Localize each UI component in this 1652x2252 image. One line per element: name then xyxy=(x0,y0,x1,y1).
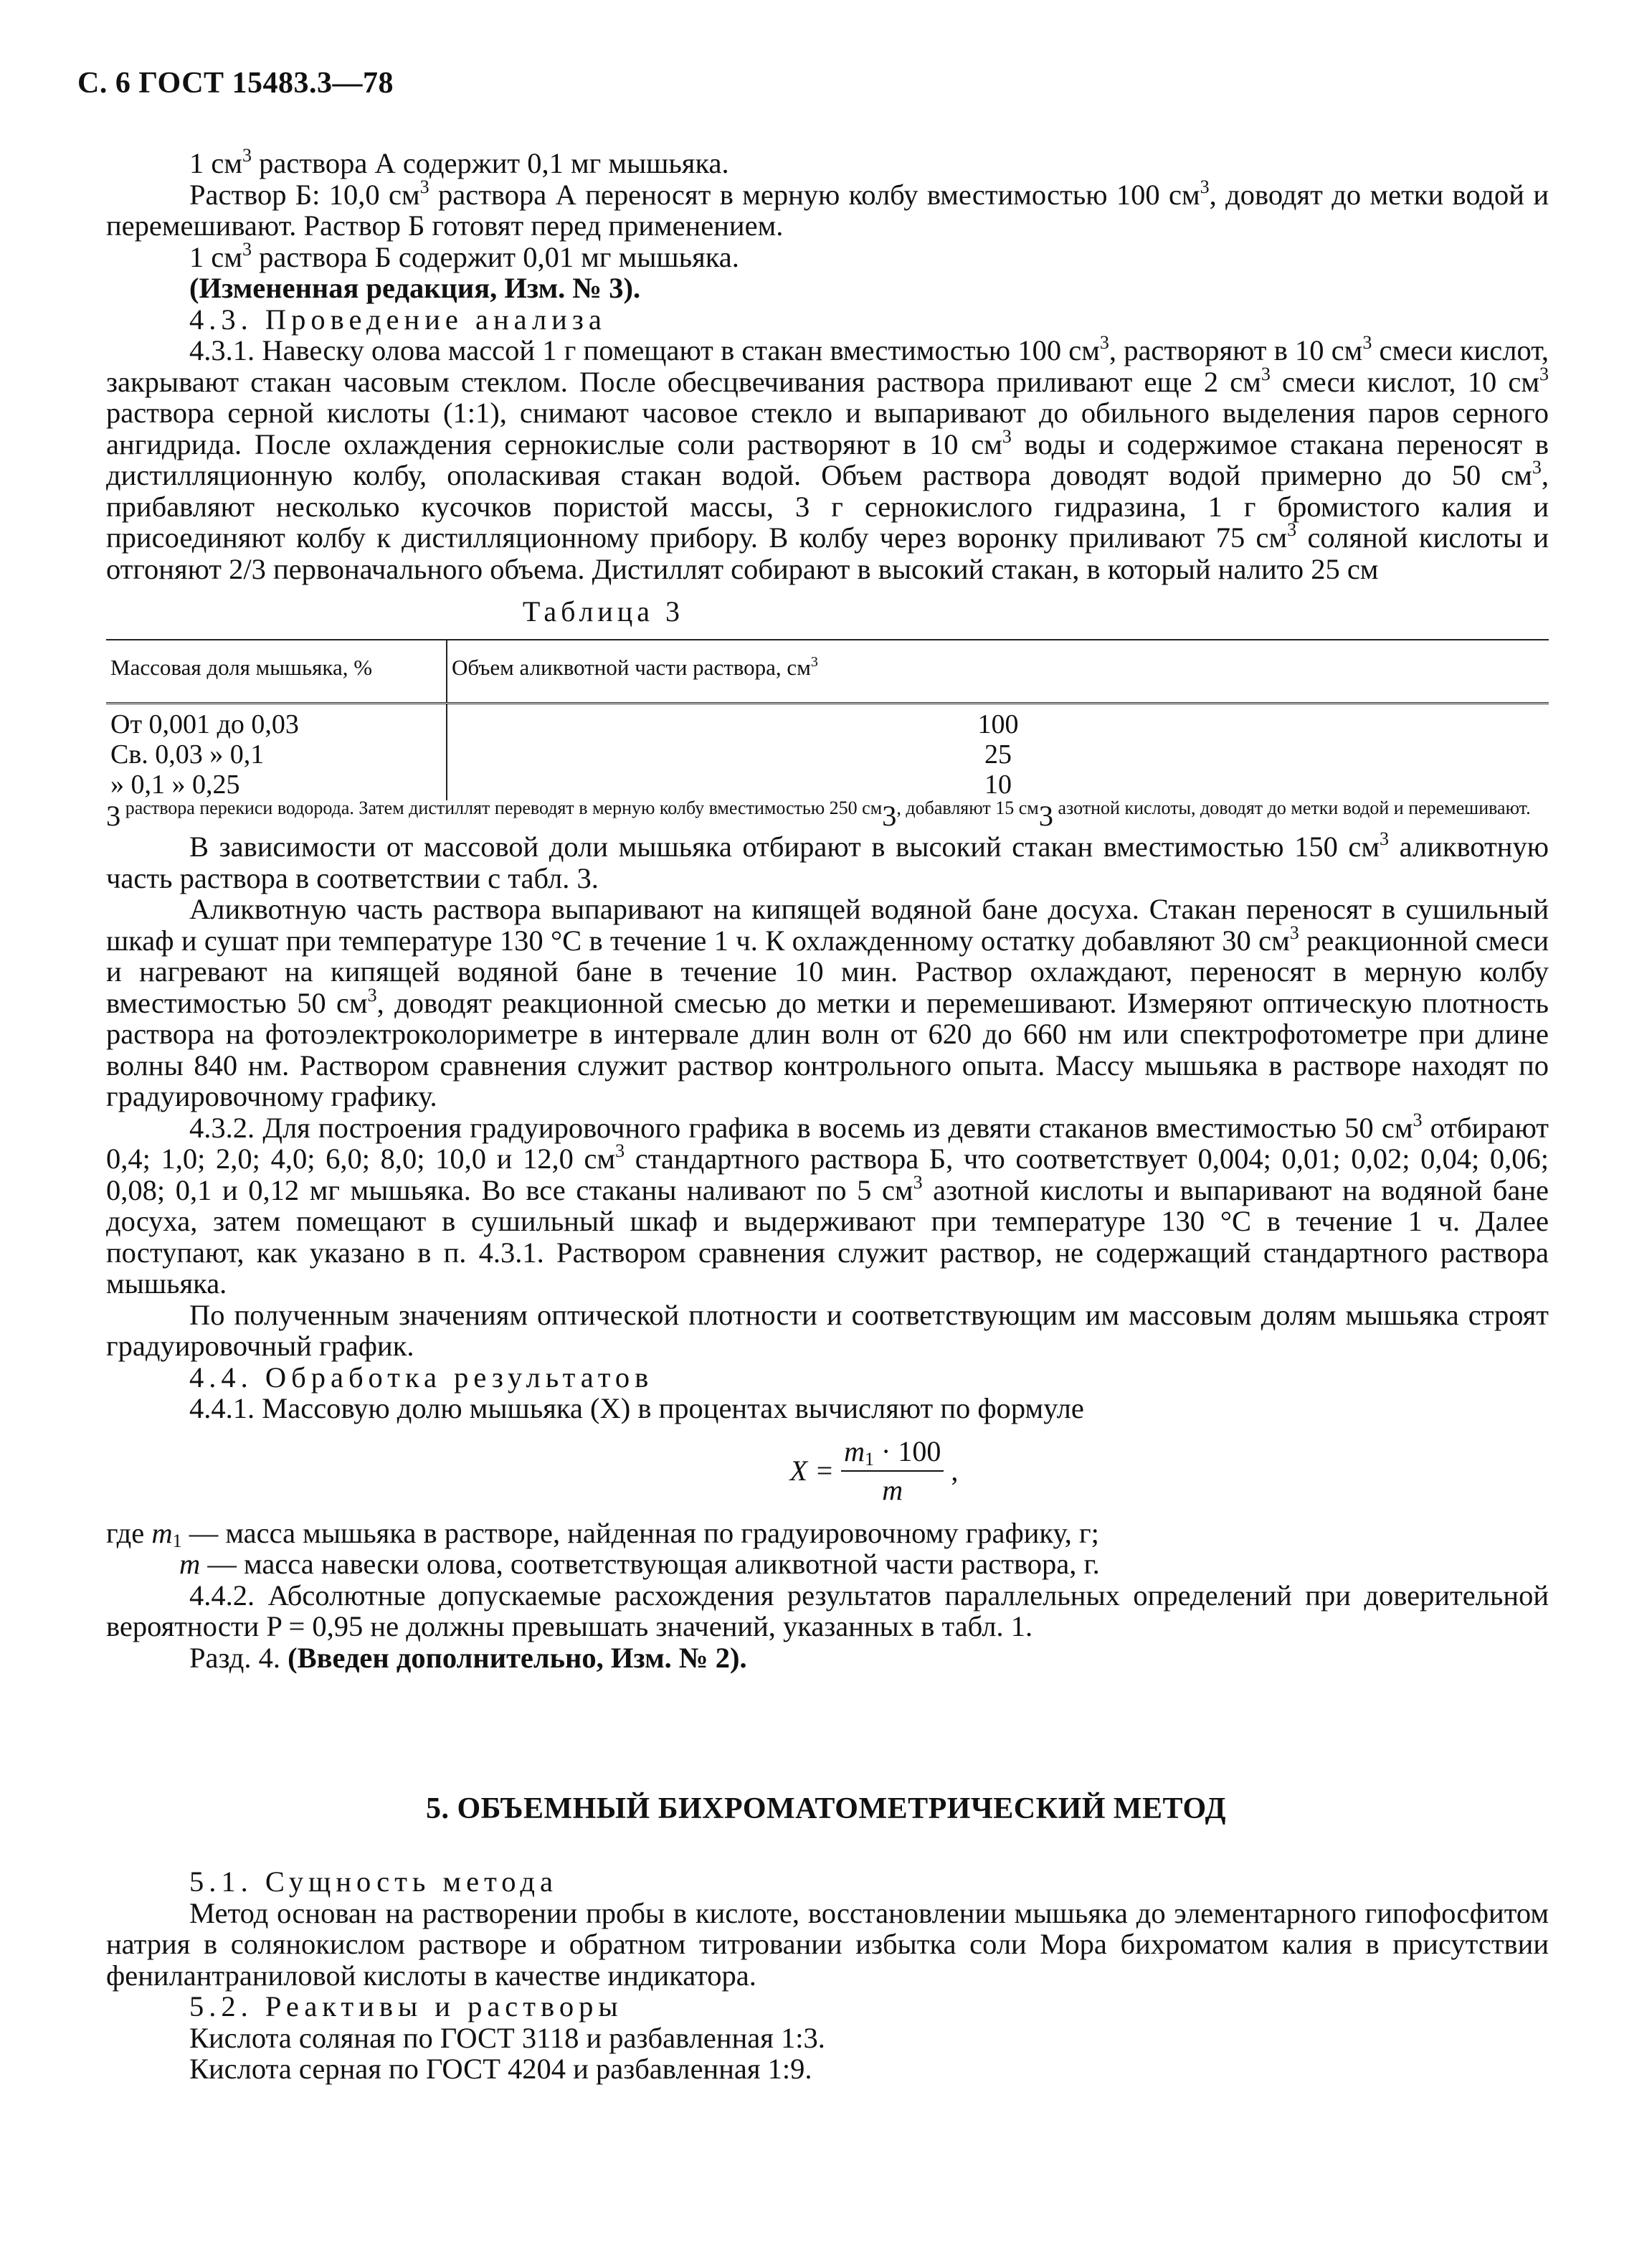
paragraph: Кислота серная по ГОСТ 4204 и разбавленная 1:9. xyxy=(189,2053,812,2085)
formula-fraction: $\frac{m_1 \cdot 100}{m}$ xyxy=(841,1436,944,1505)
table-header-volume: Объем аликвотной части раствора, $см^3$ xyxy=(447,640,1549,704)
paragraph-4-3-1: 4.3.1. Навеску олова массой 1 г помещают в стакан вместимостью 100 $см^3$, растворяют в 10 $см^3$ смеси кислот, закрывают стакан часовым стеклом. После обесцвечивания раствора приливают еще 2 $см^3$ смеси кислот, 10 $см^3$ раствора серной кислоты (1:1), снимают часовое стекло и выпаривают до обильного выделения паров серного ангидрида. После охлаждения сернокислые соли растворяют в 10 $см^3$ воды и содержимое стакана переносят в дистилляционную колбу, ополаскивая стакан водой. Объем раствора доводят водой примерно до 50 $см^3$, прибавляют несколько кусочков пористой массы, 3 г сернокислого гидразина, 1 г бромистого калия и присоединяют колбу к дистилляционному прибору. В колбу через воронку приливают 75 $см^3$ соляной кислоты и отгоняют 2/3 первоначального объема. Дистиллят собирают в высокий стакан, в который налито 25 см Таблица 3 xyxy=(106,335,1549,585)
subsection-heading: 5.2. Реактивы и растворы xyxy=(189,1990,623,2022)
paragraph: По полученным значениям оптической плотности и соответствующим им массовым долям мышьяка строят градуировочный график. xyxy=(106,1298,1549,1362)
page-header: С. 6 ГОСТ 15483.3—78 xyxy=(77,67,394,100)
paragraph-4-4-1: 4.4.1. Массовую долю мышьяка (X) в процентах вычисляют по формуле xyxy=(189,1392,1084,1424)
paragraph: 1 $см^3$ раствора Б содержит 0,01 мг мышьяка. xyxy=(189,238,739,273)
body-text-lower xyxy=(106,1866,1549,2085)
section-title: 5. ОБЪЕМНЫЙ БИХРОМАТОМЕТРИЧЕСКИЙ МЕТОД xyxy=(425,1792,1226,1825)
table-row xyxy=(106,770,1549,800)
paragraph: Метод основан на растворении пробы в кислоте, восстановлении мышьяка до элементарного гипофосфитом натрия в солянокислом растворе и обратном титровании избытка соли Мора бихроматом калия в присутствии фенилантраниловой кислоты в качестве индикатора. xyxy=(106,1896,1549,1992)
formula-legend: где $m_1$ — масса мышьяка в растворе, найденная по градуировочному графику, г; xyxy=(106,1516,1099,1551)
table-cell: 10 xyxy=(984,770,1012,800)
paragraph-4-4-2: 4.4.2. Абсолютные допускаемые расхождения результатов параллельных определений при доверительной вероятности P = 0,95 не должны превышать значений, указанных в табл. 1. xyxy=(106,1579,1549,1642)
table-cell: » 0,1 » 0,25 xyxy=(106,770,447,800)
subsection-heading: 4.4. Обработка результатов xyxy=(189,1361,654,1394)
subsection-heading: 4.3. Проведение анализа xyxy=(189,303,607,336)
table-caption: Таблица 3 xyxy=(522,595,684,628)
paragraph: 1 $см^3$ раствора А содержит 0,1 мг мышьяка. xyxy=(189,145,729,179)
formula-lhs: X = xyxy=(789,1454,835,1487)
paragraph: Раствор Б: 10,0 $см^3$ раствора А переносят в мерную колбу вместимостью 100 $см^3$, доводят до метки водой и перемешивают. Раствор Б готовят перед применением. xyxy=(106,176,1549,242)
table-header-mass-fraction: Массовая доля мышьяка, % xyxy=(106,640,447,704)
table-cell: От 0,001 до 0,03 xyxy=(106,703,447,740)
table-row xyxy=(106,740,1549,770)
paragraph: В зависимости от массовой доли мышьяка отбирают в высокий стакан вместимостью 150 $см^3$ аликвотную часть раствора в соответствии с табл. 3. xyxy=(106,828,1549,894)
formula: X = $\frac{m_1 \cdot 100}{m}$ , xyxy=(789,1435,959,1506)
paragraph: Кислота соляная по ГОСТ 3118 и разбавленная 1:3. xyxy=(189,2021,825,2054)
paragraph: Аликвотную часть раствора выпаривают на кипящей водяной бане досуха. Стакан переносят в сушильный шкаф и сушат при температуре 130 °С в течение 1 ч. К охлажденному остатку добавляют 30 $см^3$ реакционной смеси и нагревают на кипящей водяной бане в течение 10 мин. Раствор охлаждают, переносят в мерную колбу вместимостью 50 $см^3$, доводят реакционной смесью до метки и перемешивают. Измеряют оптическую плотность раствора на фотоэлектроколориметре в интервале длин волн от 620 до 660 нм или спектрофотометре при длине волны 840 нм. Раствором сравнения служит раствор контрольного опыта. Массу мышьяка в растворе находят по градуировочному графику. xyxy=(106,893,1549,1112)
amendment-note: (Измененная редакция, Изм. № 3). xyxy=(189,272,641,304)
table-3 xyxy=(0,590,690,632)
table-cell: Св. 0,03 » 0,1 xyxy=(106,740,447,770)
paragraph-4-3-2: 4.3.2. Для построения градуировочного графика в восемь из девяти стаканов вместимостью 50 $см^3$ отбирают 0,4; 1,0; 2,0; 4,0; 6,0; 8,0; 10,0 и 12,0 $см^3$ стандартного раствора Б, что соответствует 0,004; 0,01; 0,02; 0,04; 0,06; 0,08; 0,1 и 0,12 мг мышьяка. Во все стаканы наливают по 5 $см^3$ азотной кислоты и выпаривают на водяной бане досуха, затем помещают в сушильный шкаф и выдерживают при температуре 130 °С в течение 1 ч. Далее поступают, как указано в п. 4.3.1. Раствором сравнения служит раствор, не содержащий стандартного раствора мышьяка. xyxy=(106,1109,1549,1300)
subsection-heading: 5.1. Сущность метода xyxy=(189,1865,558,1898)
table-3-grid xyxy=(106,639,1549,800)
body-text-upper: 1 $см^3$ раствора А содержит 0,1 мг мышьяка. Раствор Б: 10,0 $см^3$ раствора А переносят в мерную колбу вместимостью 100 $см^3$, доводят до метки водой и перемешивают. Раствор Б готовят перед применением. 1 $см^3$ раствора Б содержит 0,01 мг мышьяка. (Измененная редакция, Изм. № 3). 4.3. Проведение анализа 4.3.1. Навеску олова массой 1 г помещают в стакан вместимостью 100 $см^3$, растворяют в 10 $см^3$ смеси кислот, закрывают стакан часовым стеклом. После обесцвечивания раствора приливают еще 2 $см^3$ смеси кислот, 10 $см^3$ раствора серной кислоты (1:1), снимают часовое стекло и выпаривают до обильного выделения паров серного ангидрида. После охлаждения сернокислые соли растворяют в 10 $см^3$ воды и содержимое стакана переносят в дистилляционную колбу, ополаскивая стакан водой. Объем раствора доводят водой примерно до 50 $см^3$, прибавляют несколько кусочков пористой массы, 3 г сернокислого гидразина, 1 г бромистого калия и присоединяют колбу к дистилляционному прибору. В колбу через воронку приливают 75 $см^3$ соляной кислоты и отгоняют 2/3 первоначального объема. Дистиллят собирают в высокий стакан, в который налито 25 см Таблица 3 Массовая доля мышьяка, % Объем аликвотной части раствора, $см^3$ От 0,001 до 0,03 100 Св. 0,03 » 0,1 25 » 0,1 » 0,25 10 3 $^{раствора перекиси водорода. Затем дистиллят переводят в мерную колбу вместимостью 250 см}3^{, добавляют 15 см}3$ $^{азотной кислоты, доводят до метки водой и перемешивают.}$ В зависимости от массовой доли мышьяка отбирают в высокий стакан вместимостью 150 $см^3$ аликвотную часть раствора в соответствии с табл. 3. Аликвотную часть раствора выпаривают на кипящей водяной бане досуха. Стакан переносят в сушильный шкаф и сушат при температуре 130 °С в течение 1 ч. К охлажденному остатку добавляют 30 $см^3$ реакционной смеси и нагревают на кипящей водяной бане в течение 10 мин. Раствор охлаждают, переносят в мерную колбу вместимостью 50 $см^3$, доводят реакционной смесью до метки и перемешивают. Измеряют оптическую плотность раствора на фотоэлектроколориметре в интервале длин волн от 620 до 660 нм или спектрофотометре при длине волны 840 нм. Раствором сравнения служит раствор контрольного опыта. Массу мышьяка в растворе находят по градуировочному графику. 4.3.2. Для построения градуировочного графика в восемь из девяти стаканов вместимостью 50 $см^3$ отбирают 0,4; 1,0; 2,0; 4,0; 6,0; 8,0; 10,0 и 12,0 $см^3$ стандартного раствора Б, что соответствует 0,004; 0,01; 0,02; 0,04; 0,06; 0,08; 0,1 и 0,12 мг мышьяка. Во все стаканы наливают по 5 $см^3$ азотной кислоты и выпаривают на водяной бане досуха, затем помещают в сушильный шкаф и выдерживают при температуре 130 °С в течение 1 ч. Далее поступают, как указано в п. 4.3.1. Раствором сравнения служит раствор, не содержащий стандартного раствора мышьяка. По полученным значениям оптической плотности и соответствующим им массовым долям мышьяка строят градуировочный график. 4.4. Обработка результатов 4.4.1. Массовую долю мышьяка (X) в процентах вычисляют по формуле X = $\frac{m_1 \cdot 100}{m}$ , где $m_1$ — масса мышьяка в растворе, найденная по градуировочному графику, г; m — масса навески олова, соответствующая аликвотной части раствора, г. 4.4.2. Абсолютные допускаемые расхождения результатов параллельных определений при доверительной вероятности P = 0,95 не должны превышать значений, указанных в табл. 1. Разд. 4. (Введен дополнительно, Изм. № 2). xyxy=(106,148,1549,1673)
amendment-note: Разд. 4. (Введен дополнительно, Изм. № 2). xyxy=(189,1641,747,1674)
table-cell: 25 xyxy=(984,739,1012,770)
formula-legend: m — масса навески олова, соответствующая аликвотной части раствора, г. xyxy=(179,1548,1100,1580)
table-row xyxy=(106,703,1549,740)
table-cell: 100 xyxy=(977,709,1019,739)
